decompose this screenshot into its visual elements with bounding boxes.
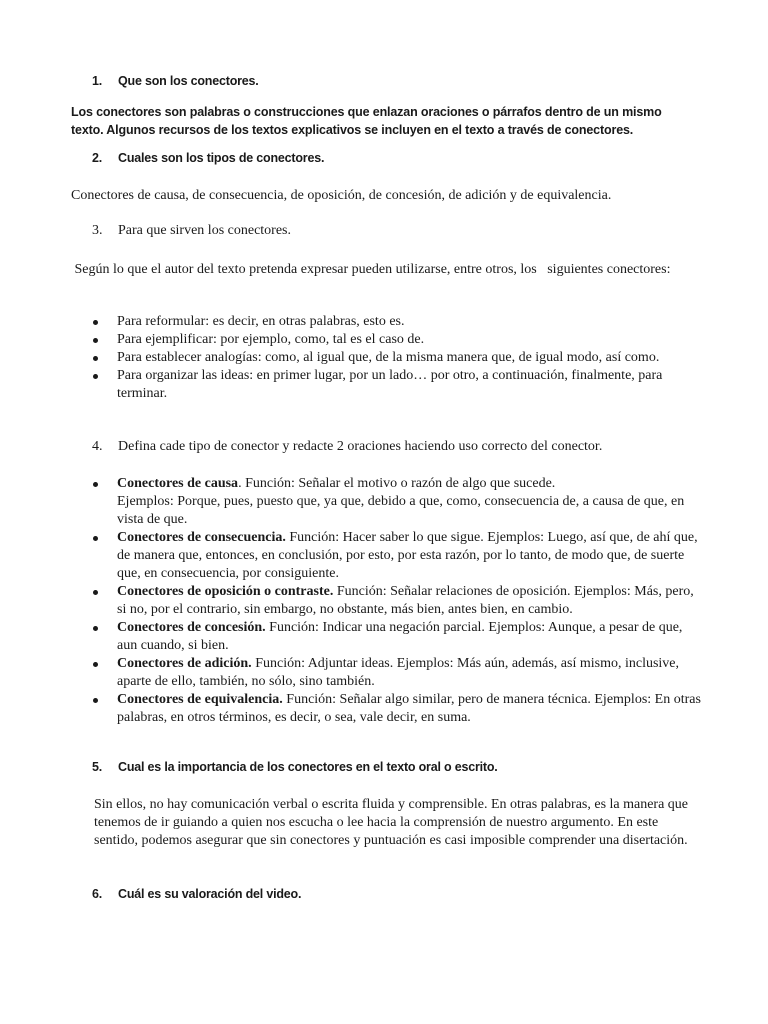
list-item: Conectores de consecuencia. Función: Hacer saber lo que sigue. Ejemplos: Luego, así que, de ahí que, de manera que, entonces, en conclusión, por esto, por esta razón, por lo tanto, de modo que, de suerte que, en consecuencia, por consiguiente. bbox=[117, 530, 698, 581]
connector-examples: Ejemplos: Porque, pues, puesto que, ya que, debido a que, como, consecuencia de, a causa de que, en vista de que. bbox=[117, 494, 685, 527]
answer-2-paragraph: Conectores de causa, de consecuencia, de oposición, de concesión, de adición y de equivalencia. bbox=[71, 188, 612, 203]
list-item: Para reformular: es decir, en otras palabras, esto es. bbox=[117, 314, 405, 329]
connector-uses-list bbox=[91, 313, 701, 403]
connector-term: Conectores de causa bbox=[117, 476, 239, 491]
question-text: Para que sirven los conectores. bbox=[118, 223, 291, 238]
list-item: Para organizar las ideas: en primer lugar, por un lado… por otro, a continuación, finalmente, para terminar. bbox=[117, 368, 663, 401]
question-number: 5. bbox=[92, 760, 103, 774]
connector-term: Conectores de adición. bbox=[117, 656, 252, 671]
list-item: Conectores de adición. Función: Adjuntar ideas. Ejemplos: Más aún, además, así mismo, inclusive, aparte de ello, también, no sólo, sino también. bbox=[117, 656, 680, 689]
question-1 bbox=[92, 74, 259, 88]
question-3 bbox=[92, 223, 291, 239]
connector-term: Conectores de equivalencia. bbox=[117, 692, 283, 707]
list-item: Conectores de concesión. Función: Indicar una negación parcial. Ejemplos: Aunque, a pesar de que, aun cuando, si bien. bbox=[117, 620, 683, 653]
connector-term: Conectores de consecuencia. bbox=[117, 530, 286, 545]
question-number: 3. bbox=[92, 223, 103, 238]
question-text: Que son los conectores. bbox=[118, 74, 259, 88]
question-text: Defina cade tipo de conector y redacte 2 oraciones haciendo uso correcto del conector. bbox=[118, 439, 603, 454]
question-number: 4. bbox=[92, 439, 103, 454]
answer-3-paragraph: Según lo que el autor del texto pretenda expresar pueden utilizarse, entre otros, los siguientes conectores: bbox=[71, 262, 671, 277]
list-item: Conectores de oposición o contraste. Función: Señalar relaciones de oposición. Ejemplos: Más, pero, si no, por el contrario, sin embargo, no obstante, más bien, antes bien, en cambio. bbox=[117, 584, 694, 617]
question-number: 1. bbox=[92, 74, 103, 88]
question-5 bbox=[92, 760, 498, 774]
question-2 bbox=[92, 151, 324, 165]
answer-5-paragraph: Sin ellos, no hay comunicación verbal o escrita fluida y comprensible. En otras palabras, es la manera que tenemos de ir guiando a quien nos escucha o lee hacia la comprensión de nuestro argumento. En este sentido, podemos asegurar que sin conectores y puntuación es casi imposible comprender una disertación. bbox=[94, 797, 689, 848]
question-text: Cual es la importancia de los conectores en el texto oral o escrito. bbox=[118, 760, 498, 774]
question-text: Cuales son los tipos de conectores. bbox=[118, 151, 325, 165]
connector-term: Conectores de oposición o contraste. bbox=[117, 584, 334, 599]
question-text: Cuál es su valoración del video. bbox=[118, 887, 302, 901]
list-item: Para ejemplificar: por ejemplo, como, tal es el caso de. bbox=[117, 332, 425, 347]
question-number: 6. bbox=[92, 887, 103, 901]
question-number: 2. bbox=[92, 151, 103, 165]
list-item: Conectores de equivalencia. Función: Señalar algo similar, pero de manera técnica. Ejemplos: En otras palabras, en otros términos, es decir, o sea, vale decir, en suma. bbox=[117, 692, 701, 725]
connector-term: Conectores de concesión. bbox=[117, 620, 266, 635]
answer-1-paragraph: Los conectores son palabras o construcciones que enlazan oraciones o párrafos dentro de un mismo texto. Algunos recursos de los textos explicativos se incluyen en el texto a través de conectores. bbox=[71, 105, 662, 137]
list-item: Para establecer analogías: como, al igual que, de la misma manera que, de igual modo, así como. bbox=[117, 350, 660, 365]
question-4 bbox=[92, 439, 602, 455]
question-6 bbox=[92, 887, 301, 901]
connector-types-list bbox=[91, 475, 701, 727]
list-item: Conectores de causa. Función: Señalar el motivo o razón de algo que sucede. Ejemplos: Porque, pues, puesto que, ya que, debido a que, como, consecuencia de, a causa de que, en vista de que. bbox=[117, 476, 685, 527]
